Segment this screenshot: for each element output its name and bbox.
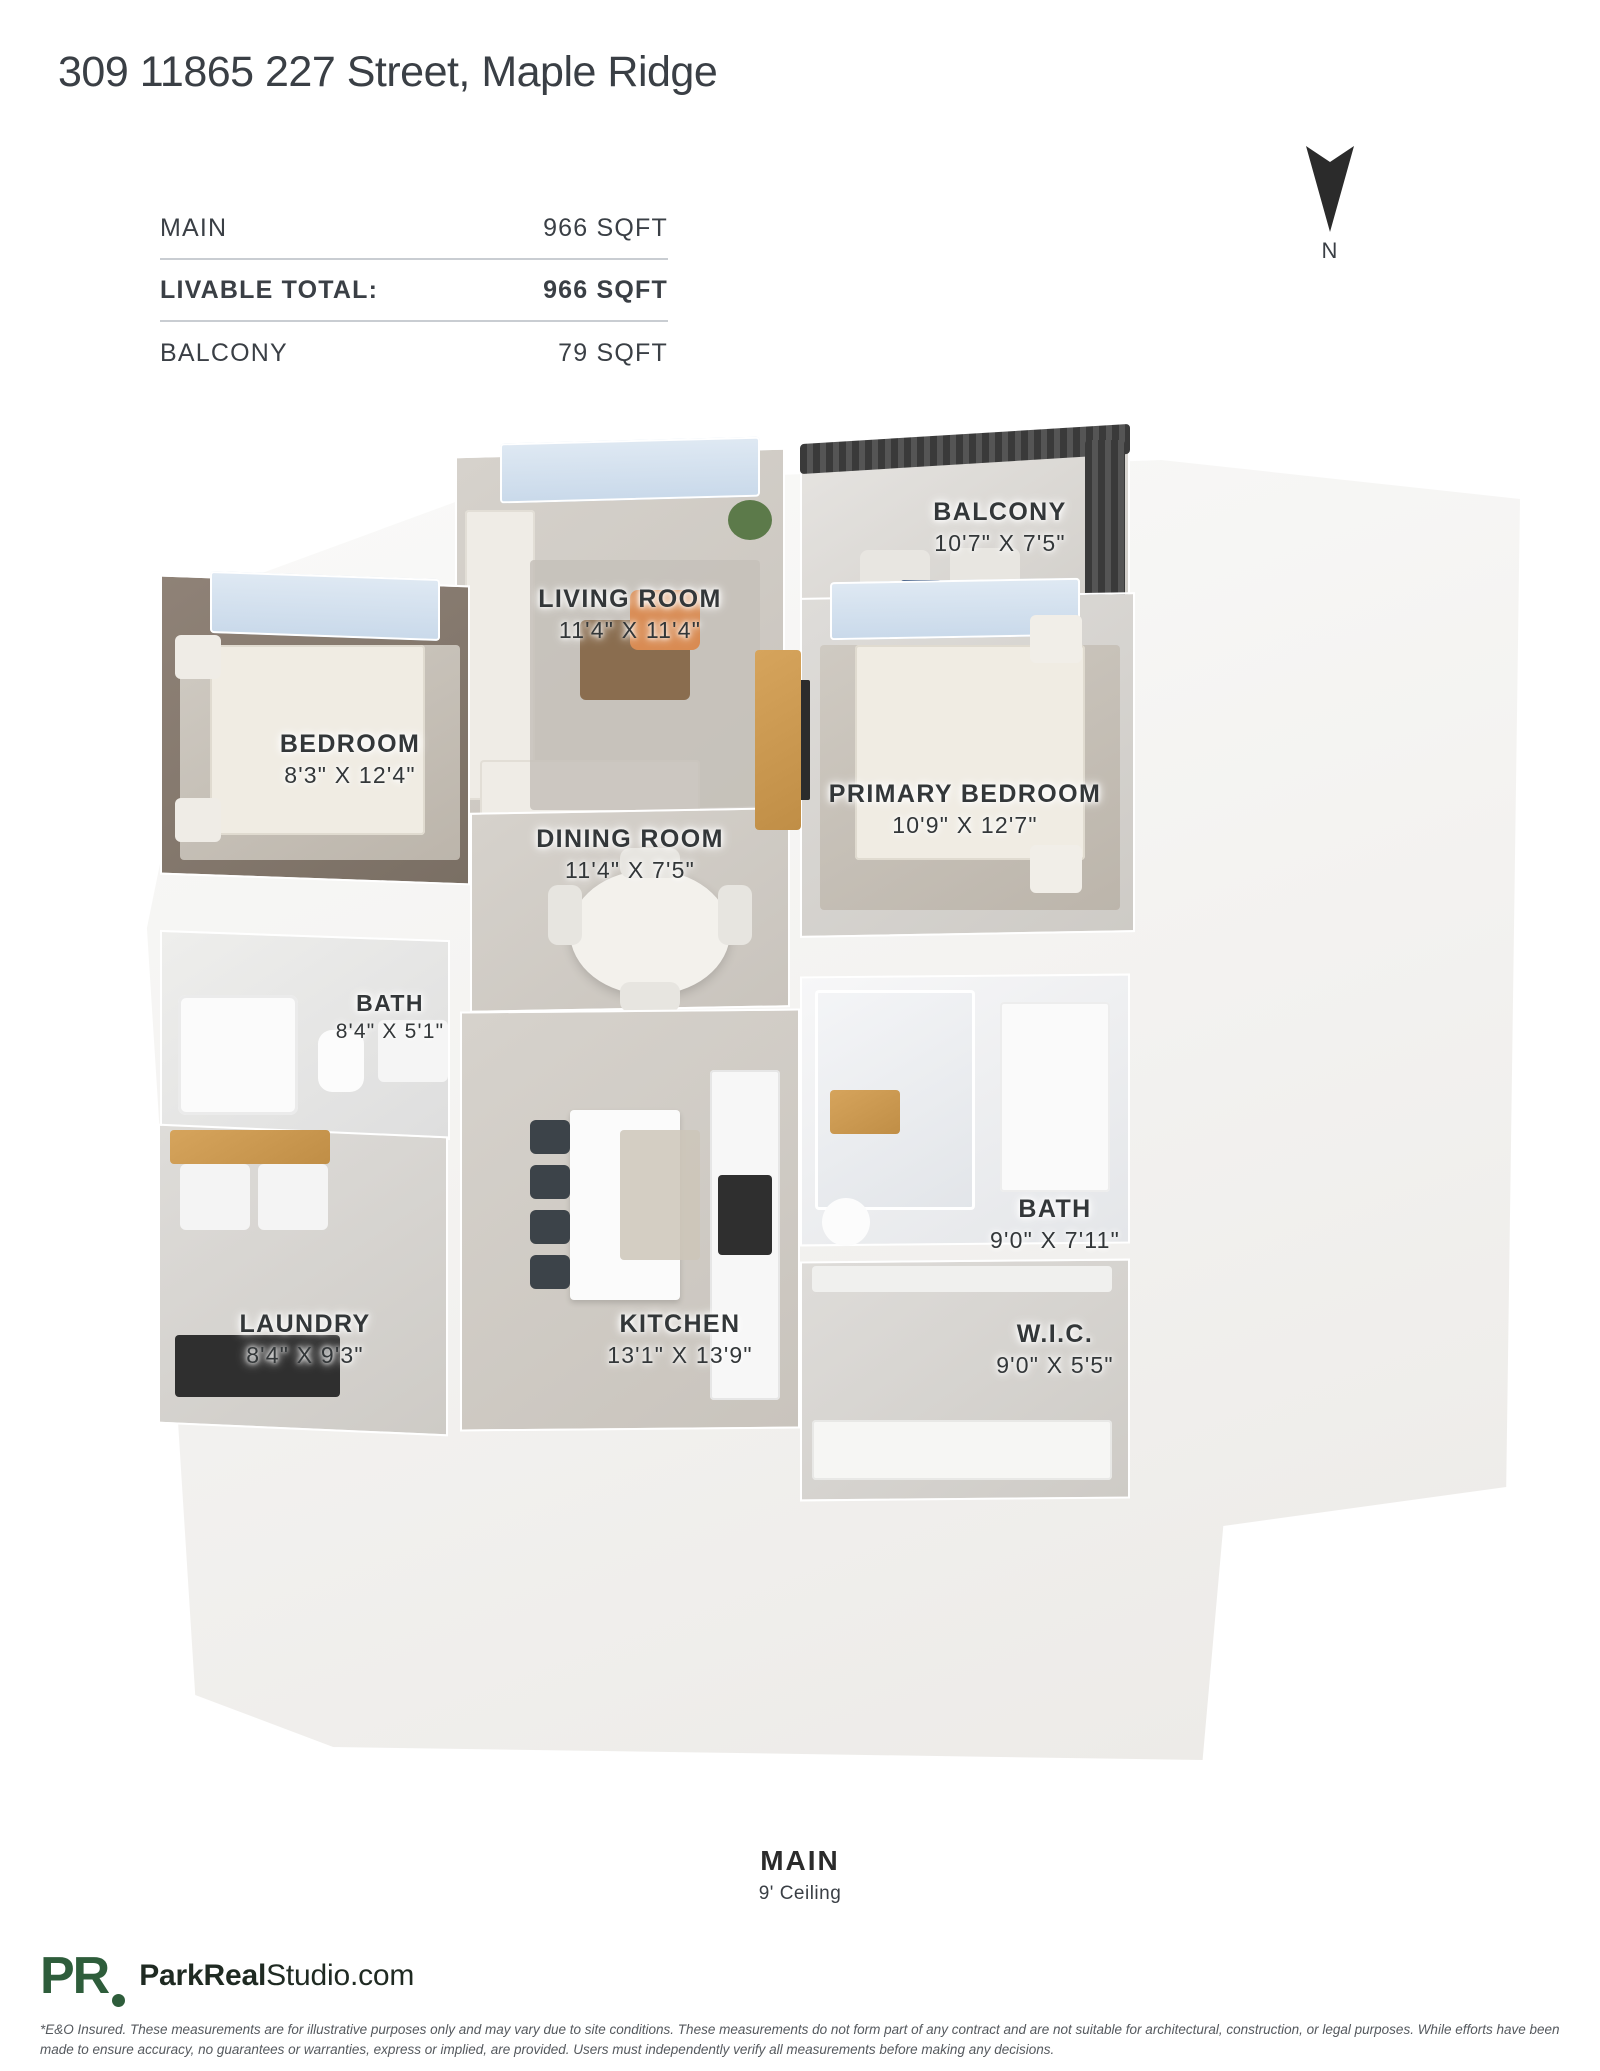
armchair [630, 590, 700, 650]
bar-stool [530, 1255, 570, 1289]
room-label-balcony: BALCONY 10'7" X 7'5" [933, 498, 1067, 556]
area-label-livable-total: LIVABLE TOTAL: [160, 275, 379, 304]
dining-chair [620, 982, 680, 1012]
sofa [465, 510, 535, 800]
nightstand [1030, 615, 1082, 663]
bar-stool [530, 1210, 570, 1244]
brand-dot-icon [112, 1994, 125, 2007]
plant-icon [728, 500, 772, 540]
media-console [755, 650, 801, 830]
brand-name: ParkRealStudio.com [139, 1959, 415, 1992]
page-title: 309 11865 227 Street, Maple Ridge [58, 48, 718, 96]
area-value-balcony: 79 SQFT [558, 338, 668, 367]
bed [210, 645, 425, 835]
floor-caption [0, 1845, 1600, 1905]
room-label-bath-left: BATH 8'4" X 5'1" [335, 990, 445, 1043]
dryer [258, 1164, 328, 1230]
dining-table [570, 870, 730, 995]
area-summary-table [160, 198, 668, 384]
dining-chair [620, 848, 680, 878]
nightstand [1030, 845, 1082, 893]
vanity [1000, 1002, 1110, 1192]
shower-bench [830, 1090, 900, 1134]
closet-shelf [812, 1266, 1112, 1292]
range-icon [718, 1175, 772, 1255]
living-window [500, 437, 760, 504]
storage-bench [175, 1335, 340, 1397]
brand-mark: PR [40, 1950, 125, 2002]
room-label-bath-right: BATH 9'0" X 7'11" [990, 1195, 1120, 1253]
washer [180, 1164, 250, 1230]
nightstand [175, 635, 221, 679]
room-label-bedroom: BEDROOM 8'3" X 12'4" [279, 730, 421, 788]
toilet [318, 1030, 364, 1092]
closet-cabinet [812, 1420, 1112, 1480]
compass [1290, 140, 1370, 270]
dining-chair [548, 885, 582, 945]
floor-name: MAIN [760, 1845, 840, 1876]
kitchen-runner [620, 1130, 700, 1260]
area-value-main: 966 SQFT [543, 213, 668, 242]
area-label-balcony: BALCONY [160, 338, 288, 367]
primary-bed [855, 645, 1085, 860]
bedroom-window [210, 571, 440, 641]
room-label-dining: DINING ROOM 11'4" X 7'5" [536, 825, 724, 883]
north-arrow-icon [1290, 140, 1370, 232]
room-label-wic: W.I.C. 9'0" X 5'5" [996, 1320, 1114, 1378]
room-label-laundry: LAUNDRY 8'4" X 9'3" [239, 1310, 371, 1368]
bar-stool [530, 1165, 570, 1199]
area-value-livable-total: 966 SQFT [543, 275, 668, 304]
room-label-kitchen: KITCHEN 13'1" X 13'9" [607, 1310, 753, 1368]
brand-logo [40, 1947, 415, 2005]
table-row [160, 198, 668, 260]
toilet [822, 1198, 870, 1246]
room-label-living: LIVING ROOM 11'4" X 11'4" [538, 585, 722, 643]
compass-label: N [1321, 238, 1339, 263]
table-row [160, 260, 668, 322]
vanity [378, 1020, 448, 1082]
room-label-primary-bedroom: PRIMARY BEDROOM 10'9" X 12'7" [828, 780, 1102, 838]
nightstand [175, 798, 221, 842]
floorplan-image [60, 400, 1560, 1800]
bathtub [178, 995, 298, 1115]
table-row [160, 322, 668, 384]
disclaimer-text: *E&O Insured. These measurements are for illustrative purposes only and may vary due to site conditions. These measurements do not form part of any contract and are not suitable for architectural, construction, or legal purposes. While efforts have been made to ensure accuracy, no guarantees or warranties, express or implied, are provided. Users must independently verify all measurements before making any decisions. [40, 2022, 1560, 2057]
ceiling-height: 9' Ceiling [758, 1883, 842, 1904]
dining-chair [718, 885, 752, 945]
area-label-main: MAIN [160, 213, 228, 242]
bar-stool [530, 1120, 570, 1154]
laundry-counter [170, 1130, 330, 1164]
